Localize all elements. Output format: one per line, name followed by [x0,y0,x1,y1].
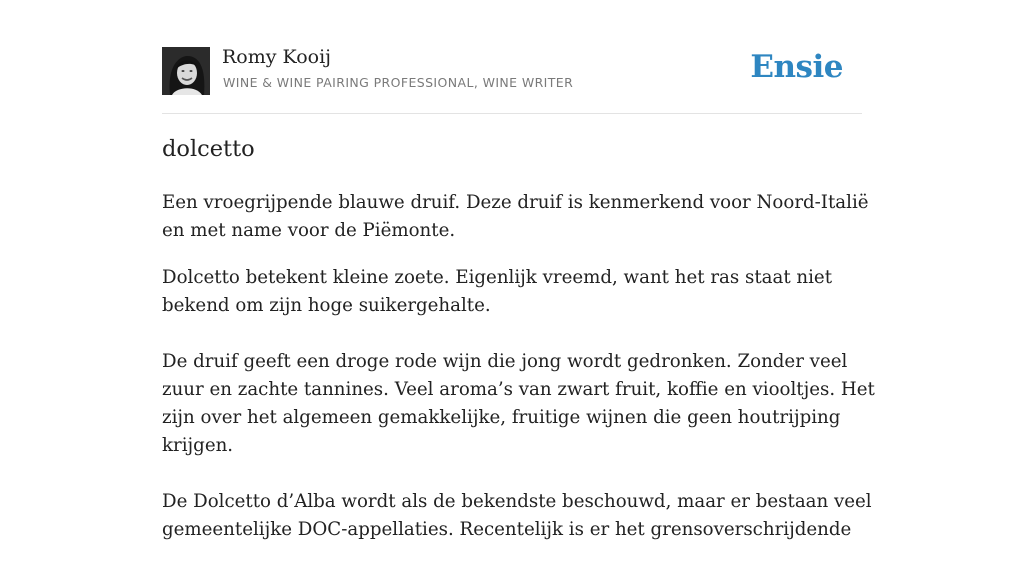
author-header [162,46,862,96]
entry-paragraph: Een vroegrijpende blauwe druif. Deze druif is kenmerkend voor Noord-Italië en met name voor de Piëmonte. [162,192,869,241]
author-name[interactable]: Romy Kooij [222,46,332,68]
entry-body [162,189,882,563]
author-photo-icon [162,47,210,95]
entry-paragraph: Dolcetto betekent kleine zoete. Eigenlijk vreemd, want het ras staat niet bekend om zijn hoge suikergehalte. [162,267,833,316]
brand-logo[interactable]: Ensie [750,49,843,85]
author-avatar[interactable] [162,47,210,95]
entry-title: dolcetto [162,136,255,162]
header-divider [162,113,862,114]
entry-paragraph: De Dolcetto d’Alba wordt als de bekendste beschouwd, maar er bestaan veel gemeentelijke DOC-appellaties. Recentelijk is er het grensoverschrijdende [162,491,872,540]
entry-paragraph: De druif geeft een droge rode wijn die jong wordt gedronken. Zonder veel zuur en zachte tannines. Veel aroma’s van zwart fruit, koffie en viooltjes. Het zijn over het algemeen gemakkelijke, fruitige wijnen die geen houtrijping krijgen. [162,351,875,456]
author-role: WINE & WINE PAIRING PROFESSIONAL, WINE WRITER [223,75,574,90]
